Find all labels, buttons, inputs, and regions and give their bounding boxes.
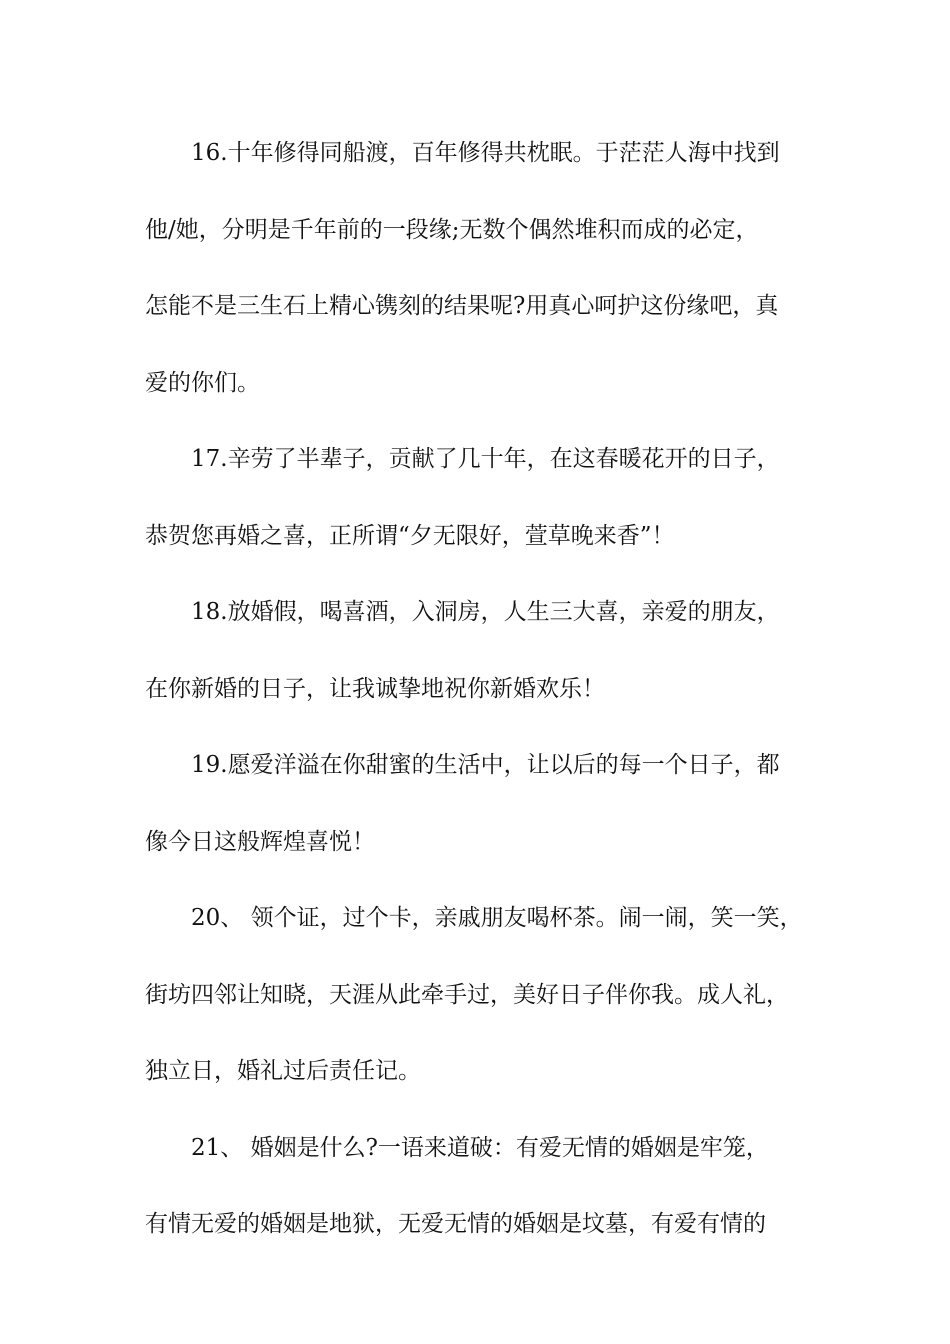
paragraph-19-line-1: 19.愿爱洋溢在你甜蜜的生活中，让以后的每一个日子，都 (191, 752, 780, 778)
paragraph-18-line-1: 18.放婚假，喝喜酒，入洞房，人生三大喜，亲爱的朋友， (191, 599, 780, 625)
paragraph-20-line-1: 20、 领个证，过个卡，亲戚朋友喝杯茶。闹一闹，笑一笑， (191, 905, 803, 931)
paragraph-17-line-1: 17.辛劳了半辈子，贡献了几十年，在这春暖花开的日子， (191, 446, 780, 472)
paragraph-17-line-2: 恭贺您再婚之喜，正所谓“夕无限好，萱草晚来香”！ (145, 522, 675, 549)
paragraph-19-line-2: 像今日这般辉煌喜悦！ (145, 828, 375, 855)
paragraph-21-line-1: 21、 婚姻是什么?一语来道破：有爱无情的婚姻是牢笼， (191, 1134, 769, 1161)
paragraph-16-line-1: 16.十年修得同船渡，百年修得共枕眠。于茫茫人海中找到 (191, 140, 780, 166)
paragraph-20-line-2: 街坊四邻让知晓，天涯从此牵手过，美好日子伴你我。成人礼， (145, 981, 789, 1008)
document-body (145, 131, 810, 1279)
paragraph-16-line-4: 爱的你们。 (145, 369, 260, 396)
paragraph-20-line-3: 独立日，婚礼过后责任记。 (145, 1058, 421, 1084)
paragraph-21-line-2: 有情无爱的婚姻是地狱，无爱无情的婚姻是坟墓，有爱有情的 (145, 1211, 766, 1237)
paragraph-18-line-2: 在你新婚的日子，让我诚挚地祝你新婚欢乐！ (145, 675, 605, 702)
paragraph-16-line-3: 怎能不是三生石上精心镌刻的结果呢?用真心呵护这份缘吧，真 (145, 293, 779, 319)
paragraph-16-line-2: 他/她，分明是千年前的一段缘;无数个偶然堆积而成的必定， (145, 216, 759, 243)
